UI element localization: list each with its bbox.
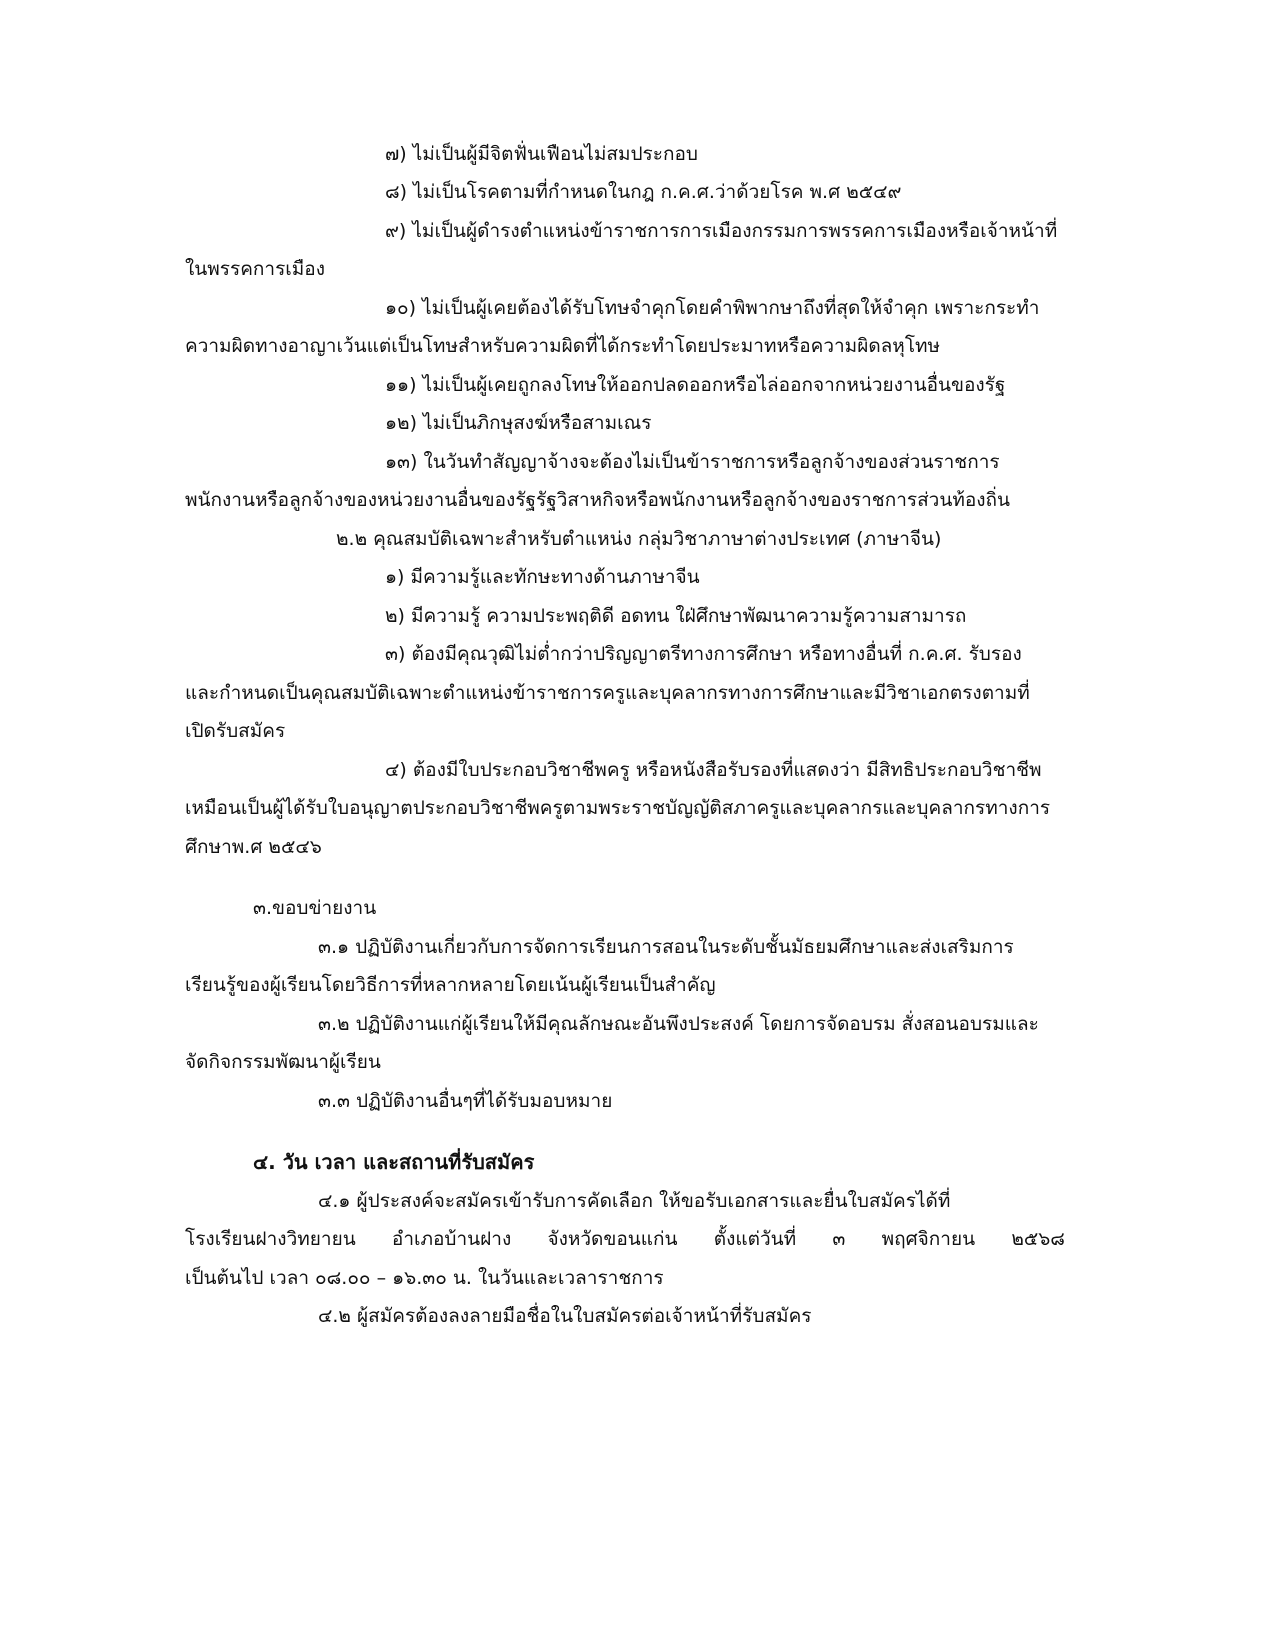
qualification-3-text: ๓) ต้องมีคุณวุฒิไม่ต่ำกว่าปริญญาตรีทางการศึกษา หรือทางอื่นที่ ก.ค.ศ. รับรอง [385, 643, 1022, 665]
start-year: ๒๕๖๘ [1011, 1228, 1065, 1250]
qualification-4-text: ๔) ต้องมีใบประกอบวิชาชีพครู หรือหนังสือรับรองที่แสดงว่า มีสิทธิประกอบวิชาชีพ [385, 759, 1042, 781]
item-9-continuation: ในพรรคการเมือง [185, 258, 325, 280]
scope-3-2-continuation: จัดกิจกรรมพัฒนาผู้เรียน [185, 1051, 381, 1073]
item-12-text: ๑๒) ไม่เป็นภิกษุสงฆ์หรือสามเณร [385, 412, 652, 434]
item-8-text: ๘) ไม่เป็นโรคตามที่กำหนดในกฎ ก.ค.ศ.ว่าด้วยโรค พ.ศ ๒๕๔๙ [385, 181, 902, 203]
scope-3-1-text: ๓.๑ ปฏิบัติงานเกี่ยวกับการจัดการเรียนการสอนในระดับชั้นมัธยมศึกษาและส่งเสริมการ [318, 936, 1014, 958]
application-4-2-text: ๔.๒ ผู้สมัครต้องลงลายมือชื่อในใบสมัครต่อเจ้าหน้าที่รับสมัคร [318, 1305, 812, 1327]
qualification-2-text: ๒) มีความรู้ ความประพฤติดี อดทน ใฝ่ศึกษาพัฒนาความรู้ความสามารถ [385, 605, 967, 627]
start-day: ๓ [832, 1228, 846, 1250]
item-11-text: ๑๑) ไม่เป็นผู้เคยถูกลงโทษให้ออกปลดออกหรือไล่ออกจากหน่วยงานอื่นของรัฐ [385, 374, 1006, 396]
district-name: อำเภอบ้านฝาง [391, 1228, 512, 1250]
section-3-heading: ๓.ขอบข่ายงาน [253, 897, 377, 919]
section-4-heading: ๔. วัน เวลา และสถานที่รับสมัคร [253, 1150, 535, 1174]
qualification-4-continuation-2: ศึกษาพ.ศ ๒๕๔๖ [185, 836, 322, 858]
item-7-text: ๗) ไม่เป็นผู้มีจิตฟั่นเฟือนไม่สมประกอบ [385, 143, 698, 165]
qualification-3-continuation: และกำหนดเป็นคุณสมบัติเฉพาะตำแหน่งข้าราชการครูและบุคลากรทางการศึกษาและมีวิชาเอกตรงตามที่ [185, 682, 1030, 704]
start-month: พฤศจิกายน [881, 1228, 976, 1250]
application-4-1-text: ๔.๑ ผู้ประสงค์จะสมัครเข้ารับการคัดเลือก ให้ขอรับเอกสารและยื่นใบสมัครได้ที่ [318, 1190, 951, 1212]
school-name: โรงเรียนฝางวิทยายน [185, 1228, 356, 1250]
item-10-text: ๑๐) ไม่เป็นผู้เคยต้องได้รับโทษจำคุกโดยคำพิพากษาถึงที่สุดให้จำคุก เพราะกระทำ [385, 297, 1040, 319]
province-name: จังหวัดขอนแก่น [547, 1228, 678, 1250]
application-4-1-time: เป็นต้นไป เวลา ๐๘.๐๐ – ๑๖.๓๐ น. ในวันและเวลาราชการ [185, 1267, 664, 1289]
qualification-4-continuation: เหมือนเป็นผู้ได้รับใบอนุญาตประกอบวิชาชีพครูตามพระราชบัญญัติสภาครูและบุคลากรและบุคลากรทางการ [185, 797, 1051, 819]
scope-3-3-text: ๓.๓ ปฏิบัติงานอื่นๆที่ได้รับมอบหมาย [318, 1090, 613, 1112]
scope-3-1-continuation: เรียนรู้ของผู้เรียนโดยวิธีการที่หลากหลายโดยเน้นผู้เรียนเป็นสำคัญ [185, 974, 716, 996]
item-10-continuation: ความผิดทางอาญาเว้นแต่เป็นโทษสำหรับความผิดที่ได้กระทำโดยประมาทหรือความผิดลหุโทษ [185, 335, 941, 357]
scope-3-2-text: ๓.๒ ปฏิบัติงานแก่ผู้เรียนให้มีคุณลักษณะอันพึงประสงค์ โดยการจัดอบรม สั่งสอนอบรมและ [318, 1013, 1039, 1035]
section-2-2-heading: ๒.๒ คุณสมบัติเฉพาะสำหรับตำแหน่ง กลุ่มวิชาภาษาต่างประเทศ (ภาษาจีน) [336, 528, 942, 550]
application-4-1-continuation [185, 1226, 1065, 1252]
start-date-label: ตั้งแต่วันที่ [713, 1228, 797, 1250]
item-13-text: ๑๓) ในวันทำสัญญาจ้างจะต้องไม่เป็นข้าราชการหรือลูกจ้างของส่วนราชการ [385, 451, 1000, 473]
qualification-1-text: ๑) มีความรู้และทักษะทางด้านภาษาจีน [385, 566, 700, 588]
item-9-text: ๙) ไม่เป็นผู้ดำรงตำแหน่งข้าราชการการเมืองกรรมการพรรคการเมืองหรือเจ้าหน้าที่ [385, 220, 1058, 242]
item-13-continuation: พนักงานหรือลูกจ้างของหน่วยงานอื่นของรัฐรัฐวิสาหกิจหรือพนักงานหรือลูกจ้างของราชการส่วนท้องถิ่น [185, 489, 1011, 511]
qualification-3-continuation-2: เปิดรับสมัคร [185, 720, 286, 742]
